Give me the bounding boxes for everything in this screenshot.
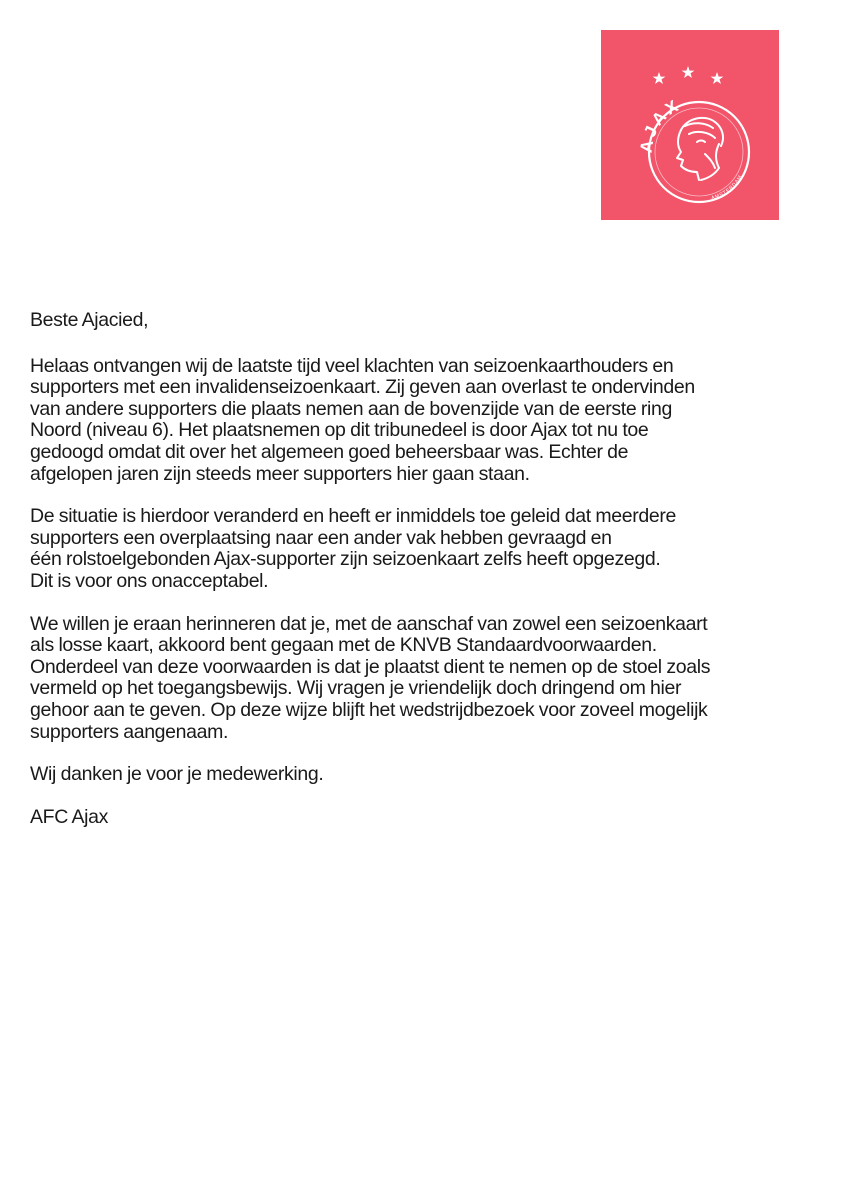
ajax-logo [601,30,779,220]
paragraph-line: Dit is voor ons onacceptabel. [30,569,269,592]
paragraph-line: één rolstoelgebonden Ajax-supporter zijn seizoenkaart zelfs heeft opgezegd. [30,548,661,571]
paragraph-line: vermeld op het toegangsbewijs. Wij vragen je vriendelijk doch dringend om hier [30,677,682,700]
paragraph-line: supporters aangenaam. [30,720,229,743]
paragraph-line: van andere supporters die plaats nemen aan de bovenzijde van de eerste ring [30,397,673,420]
closing-line: Wij danken je voor je medewerking. [30,763,324,786]
paragraph-line: De situatie is hierdoor veranderd en heeft er inmiddels toe geleid dat meerdere [30,505,676,528]
paragraph-line: als losse kaart, akkoord bent gegaan met de KNVB Standaardvoorwaarden. [30,634,657,657]
signature: AFC Ajax [30,805,108,828]
paragraph-line: Helaas ontvangen wij de laatste tijd veel klachten van seizoenkaarthouders en [30,354,674,377]
paragraph-line: gehoor aan te geven. Op deze wijze blijft het wedstrijdbezoek voor zoveel mogelijk [30,698,708,721]
paragraph-line: Onderdeel van deze voorwaarden is dat je plaatst dient te nemen op de stoel zoals [30,655,711,678]
paragraph-situation [30,506,730,592]
paragraph-complaints [30,356,730,486]
paragraph-line: We willen je eraan herinneren dat je, met de aanschaf van zowel een seizoenkaart [30,612,708,635]
salutation: Beste Ajacied, [30,309,149,331]
paragraph-line: Noord (niveau 6). Het plaatsnemen op dit tribunedeel is door Ajax tot nu toe [30,419,649,442]
stars-icon [653,66,724,84]
logo-sub-wordmark: AMSTERDAM [710,174,744,202]
paragraph-line: supporters met een invalidenseizoenkaart. Zij geven aan overlast te ondervinden [30,376,695,399]
paragraph-line: afgelopen jaren zijn steeds meer supporters hier gaan staan. [30,462,530,485]
letter-body [30,310,730,828]
logo-wordmark: AJAX [636,95,684,154]
paragraph-line: gedoogd omdat dit over het algemeen goed beheersbaar was. Echter de [30,440,629,463]
ajax-head-icon [677,118,723,180]
paragraph-line: supporters een overplaatsing naar een ander vak hebben gevraagd en [30,526,612,549]
paragraph-reminder [30,614,730,744]
ajax-crest-icon [601,30,779,220]
